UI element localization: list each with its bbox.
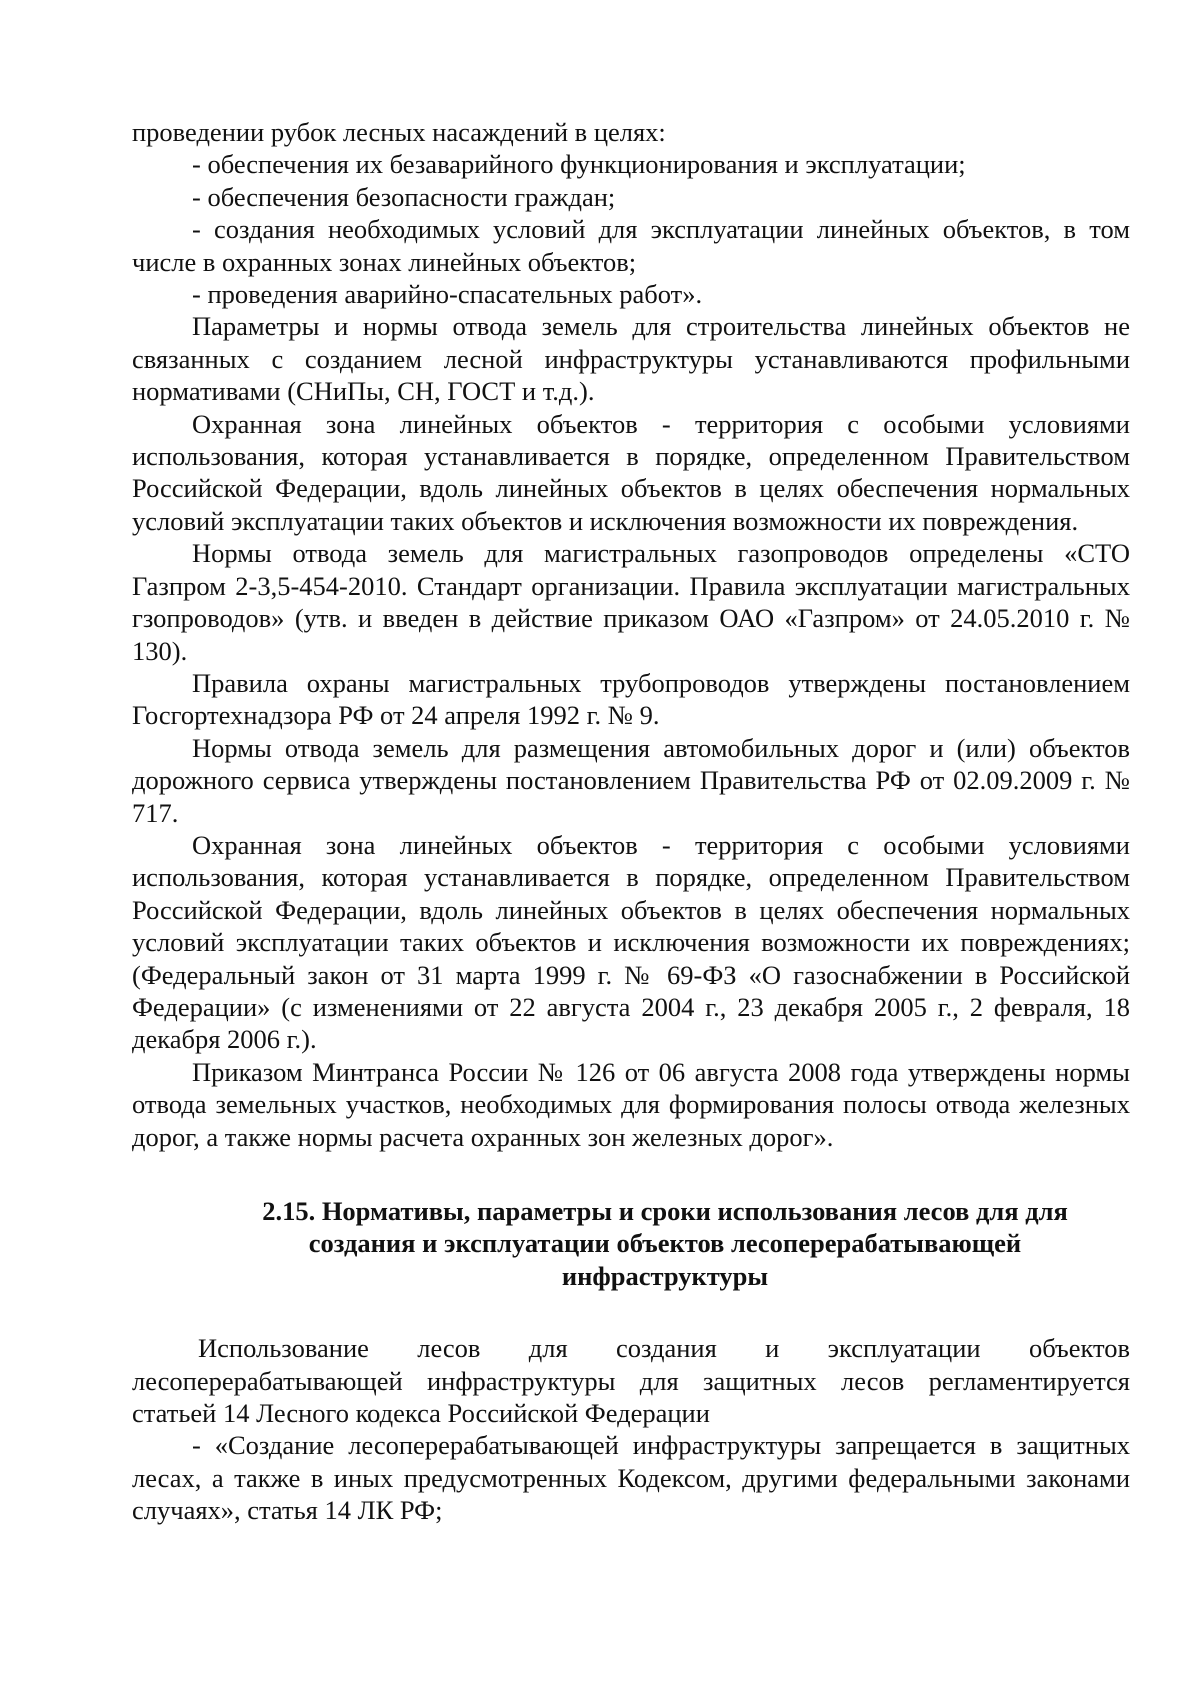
paragraph: Нормы отвода земель для магистральных газопроводов определены «СТО Газпром 2-3,5-454-2010. Стандарт организации. Правила эксплуатации магистральных гзопроводов» (утв. и введен в действие приказом ОАО «Газпром» от 24.05.2010 г. № 130). (132, 538, 1130, 666)
section-heading: 2.15. Нормативы, параметры и сроки использования лесов для для создания и эксплуатации объектов лесоперерабатывающей инфраструктуры (262, 1196, 1068, 1291)
paragraph: проведении рубок лесных насаждений в целях: (132, 117, 666, 147)
paragraph: Использование лесов для создания и эксплуатации объектов лесоперерабатывающей инфраструктуры для защитных лесов регламентируется статьей 14 Лесного кодекса Российской Федерации (132, 1333, 1130, 1429)
list-item: - «Создание лесоперерабатывающей инфраструктуры запрещается в защитных лесах, а также в иных предусмотренных Кодексом, другими федеральными законами случаях», статья 14 ЛК РФ; (132, 1430, 1130, 1526)
document-page (132, 116, 1130, 1527)
body-text-top (132, 116, 1130, 1153)
list-item: - создания необходимых условий для эксплуатации линейных объектов, в том числе в охранных зонах линейных объектов; (132, 214, 1130, 277)
body-text-bottom (132, 1332, 1130, 1526)
list-item: - обеспечения их безаварийного функционирования и эксплуатации; (192, 149, 966, 180)
paragraph: Охранная зона линейных объектов - территория с особыми условиями использования, которая устанавливается в порядке, определенном Правительством Российской Федерации, вдоль линейных объектов в целях обеспечения нормальных условий эксплуатации таких объектов и исключения возможности их повреждения. (132, 408, 1130, 536)
paragraph: Приказом Минтранса России № 126 от 06 августа 2008 года утверждены нормы отвода земельных участков, необходимых для формирования полосы отвода железных дорог, а также нормы расчета охранных зон железных дорог». (132, 1056, 1130, 1152)
paragraph: Параметры и нормы отвода земель для строительства линейных объектов не связанных с созданием лесной инфраструктуры устанавливаются профильными нормативами (СНиПы, СН, ГОСТ и т.д.). (132, 311, 1130, 407)
paragraph: Нормы отвода земель для размещения автомобильных дорог и (или) объектов дорожного сервиса утверждены постановлением Правительства РФ от 02.09.2009 г. № 717. (132, 732, 1130, 828)
list-item: - проведения аварийно-спасательных работ». (192, 279, 703, 310)
list-item: - обеспечения безопасности граждан; (192, 181, 616, 212)
paragraph: Охранная зона линейных объектов - территория с особыми условиями использования, которая устанавливается в порядке, определенном Правительством Российской Федерации, вдоль линейных объектов в целях обеспечения нормальных условий эксплуатации таких объектов и исключения возможности их повреждениях; (Федеральный закон от 31 марта 1999 г. № 69-ФЗ «О газоснабжении в Российской Федерации» (с изменениями от 22 августа 2004 г., 23 декабря 2005 г., 2 февраля, 18 декабря 2006 г.). (132, 829, 1130, 1055)
paragraph: Правила охраны магистральных трубопроводов утверждены постановлением Госгортехнадзора РФ от 24 апреля 1992 г. № 9. (132, 667, 1130, 731)
